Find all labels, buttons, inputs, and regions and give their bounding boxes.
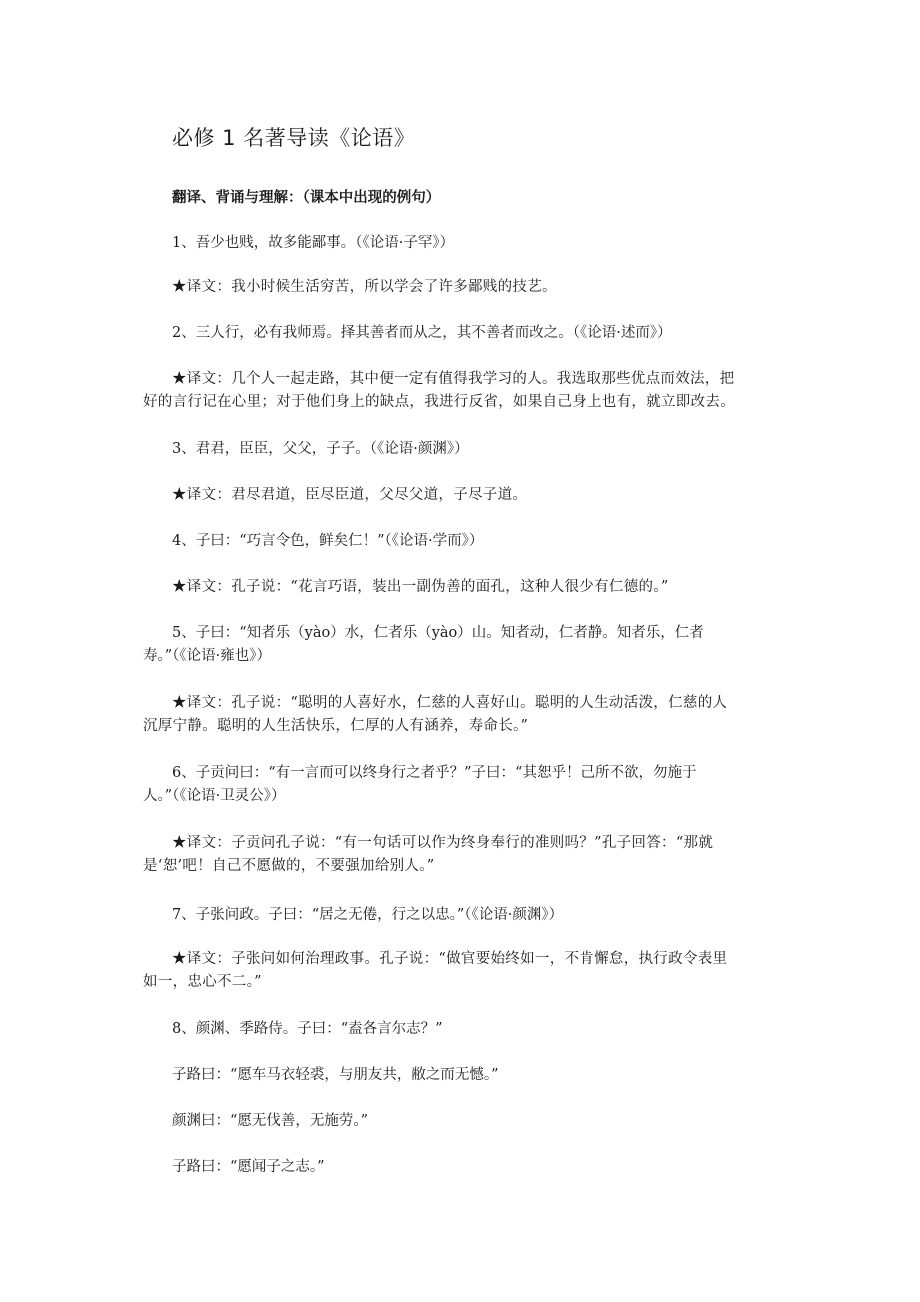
text-line: 3、君君，臣臣，父父，子子。（《论语·颜渊》） xyxy=(172,441,469,457)
text-line: 子路曰：“愿闻子之志。” xyxy=(172,1159,325,1175)
text-block-3 xyxy=(172,322,784,345)
text-line: ★译文：几个人一起走路，其中便一定有值得我学习的人。我选取那些优点而效法，把 xyxy=(172,371,735,387)
text-block-8 xyxy=(172,576,784,599)
text-line: 子路曰：“愿车马衣轻裘，与朋友共，敝之而无憾。” xyxy=(172,1067,499,1083)
text-block-14 xyxy=(143,948,784,994)
text-block-2 xyxy=(172,276,784,299)
text-line: 如一，忠心不二。” xyxy=(143,974,262,990)
text-line: ★译文：我小时候生活穷苦，所以学会了许多鄙贱的技艺。 xyxy=(172,279,557,295)
text-line: 5、子曰：“知者乐（yào）水，仁者乐（yào）山。知者动，仁者静。知者乐，仁者 xyxy=(172,625,704,641)
text-block-9 xyxy=(143,622,784,668)
text-block-6 xyxy=(172,484,784,507)
text-line: 8、颜渊、季路侍。子曰：“盍各言尔志？” xyxy=(172,1021,443,1037)
text-line: ★译文：子贡问孔子说：“有一句话可以作为终身奉行的准则吗？”孔子回答：“那就 xyxy=(172,835,714,851)
text-line: ★译文：孔子说：“花言巧语，装出一副伪善的面孔，这种人很少有仁德的。” xyxy=(172,579,669,595)
text-block-4 xyxy=(143,368,784,414)
text-block-15 xyxy=(172,1018,784,1041)
text-block-18 xyxy=(172,1156,784,1179)
text-block-10 xyxy=(143,692,784,738)
text-line: 1、吾少也贱，故多能鄙事。（《论语·子罕》） xyxy=(172,235,455,251)
text-line: 7、子张问政。子曰：“居之无倦，行之以忠。”（《论语·颜渊》） xyxy=(172,907,564,923)
text-line: 2、三人行，必有我师焉。择其善者而从之，其不善者而改之。（《论语·述而》） xyxy=(172,325,672,341)
text-block-13 xyxy=(172,904,784,927)
text-line: 4、子曰：“巧言令色，鲜矣仁！”（《论语·学而》） xyxy=(172,533,484,549)
text-block-5 xyxy=(172,438,784,461)
text-line: 是‘恕’吧！自己不愿做的，不要强加给别人。” xyxy=(143,858,435,874)
section-heading: 翻译、背诵与理解：（课本中出现的例句） xyxy=(172,190,441,206)
text-block-1 xyxy=(172,232,784,255)
text-line: 6、子贡问曰：“有一言而可以终身行之者乎？”子曰：“其恕乎！己所不欲，勿施于 xyxy=(172,765,697,781)
text-block-11 xyxy=(143,762,784,808)
text-line: 人。”（《论语·卫灵公》） xyxy=(143,788,286,804)
text-block-12 xyxy=(143,832,784,878)
text-line: ★译文：子张问如何治理政事。孔子说：“做官要始终如一，不肯懈怠，执行政令表里 xyxy=(172,951,728,967)
text-line: ★译文：君尽君道，臣尽臣道，父尽父道，子尽子道。 xyxy=(172,487,528,503)
text-block-7 xyxy=(172,530,784,553)
text-line: ★译文：孔子说：“聪明的人喜好水，仁慈的人喜好山。聪明的人生动活泼，仁慈的人 xyxy=(172,695,728,711)
text-block-16 xyxy=(172,1064,784,1087)
text-line: 好的言行记在心里；对于他们身上的缺点，我进行反省，如果自己身上也有，就立即改去。 xyxy=(143,394,735,410)
text-block-17 xyxy=(172,1110,784,1133)
text-line: 寿。”（《论语·雍也》） xyxy=(143,648,272,664)
text-line: 沉厚宁静。聪明的人生活快乐，仁厚的人有涵养，寿命长。” xyxy=(143,718,529,734)
document-title: 必修 1 名著导读《论语》 xyxy=(172,126,416,150)
text-line: 颜渊曰：“愿无伐善，无施劳。” xyxy=(172,1113,369,1129)
